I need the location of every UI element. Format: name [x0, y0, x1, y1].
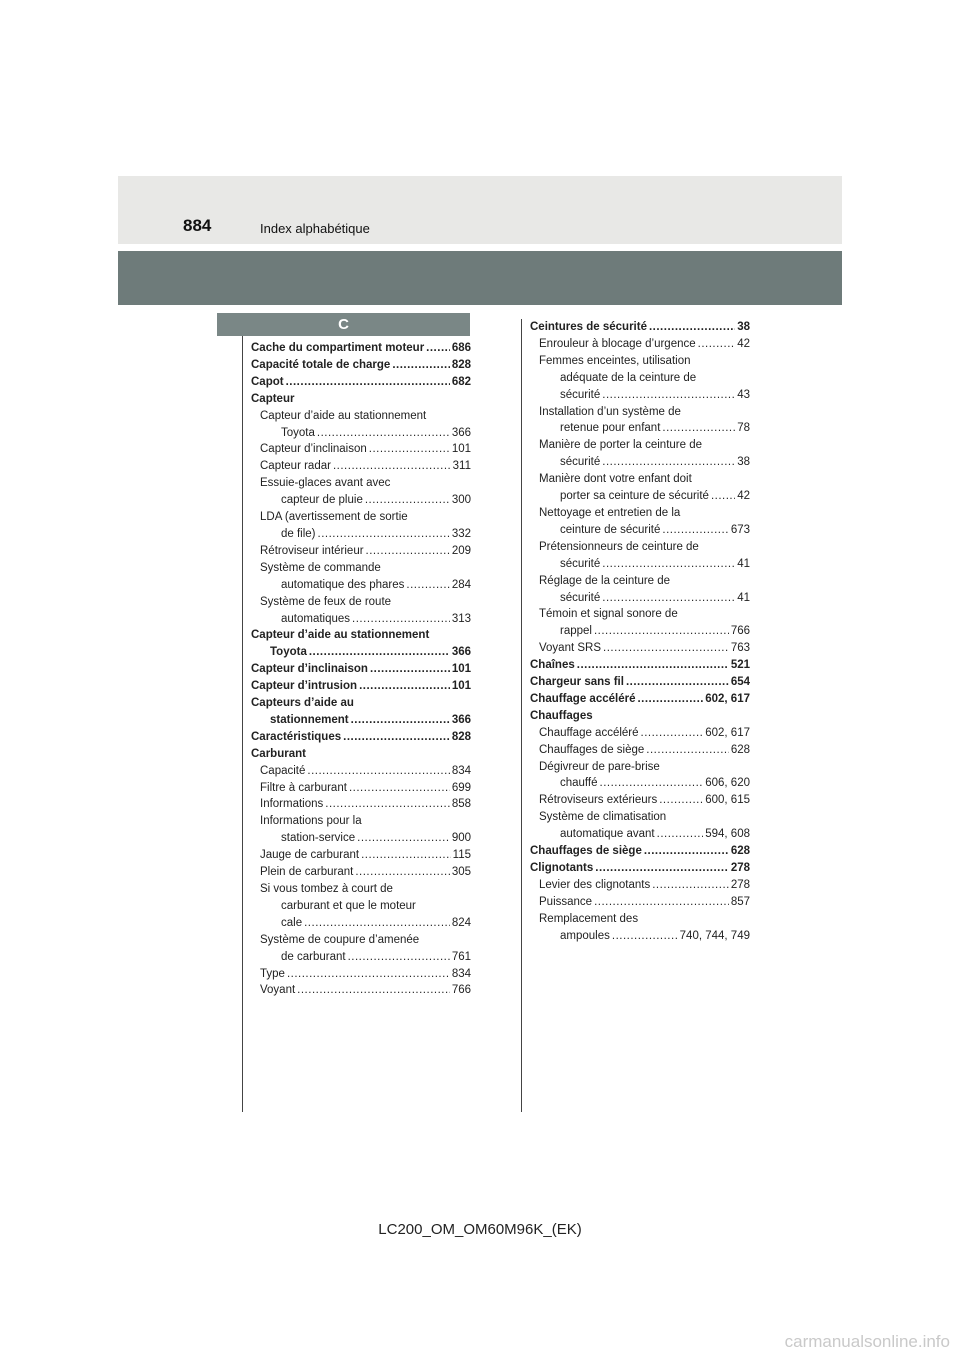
- entry-page: 824: [451, 916, 471, 929]
- index-entry: [251, 780, 471, 797]
- index-entry: [251, 340, 471, 357]
- entry-page: 606, 620: [705, 777, 750, 790]
- entry-page: 366: [451, 646, 471, 659]
- index-entry: [530, 556, 750, 573]
- index-entry: [530, 657, 750, 674]
- entry-page: 740, 744, 749: [679, 929, 750, 942]
- dot-leader: [317, 425, 450, 442]
- entry-page: 600, 615: [705, 794, 750, 807]
- entry-page: 628: [730, 845, 750, 858]
- entry-term: Chauffages de siège: [539, 743, 645, 756]
- dot-leader: [602, 454, 735, 471]
- header-band: [118, 176, 842, 244]
- dot-leader: [309, 644, 450, 661]
- entry-term: Informations: [260, 798, 324, 811]
- entry-term: stationnement: [270, 713, 349, 726]
- entry-term: Capteur d’inclinaison: [260, 443, 367, 456]
- index-entry: [530, 826, 750, 843]
- entry-page: 834: [451, 967, 471, 980]
- entry-term: Capteur radar: [260, 460, 331, 473]
- dot-leader: [325, 796, 450, 813]
- index-heading: Femmes enceintes, utilisation: [539, 354, 691, 367]
- dot-leader: [351, 712, 450, 729]
- dot-leader: [649, 319, 735, 336]
- index-heading: Manière dont votre enfant doit: [539, 473, 692, 486]
- index-entry: [251, 966, 471, 983]
- entry-page: 43: [737, 388, 750, 401]
- entry-term: retenue pour enfant: [560, 422, 661, 435]
- index-heading: Prétensionneurs de ceinture de: [539, 540, 699, 553]
- index-column-1: [251, 340, 471, 999]
- index-entry: [530, 894, 750, 911]
- entry-page: 101: [451, 663, 471, 676]
- dot-leader: [406, 577, 449, 594]
- dot-leader: [352, 611, 450, 628]
- entry-term: Capteur d’intrusion: [251, 680, 358, 693]
- entry-page: 78: [737, 422, 750, 435]
- index-entry: [251, 357, 471, 374]
- dot-leader: [426, 340, 450, 357]
- entry-page: 594, 608: [705, 828, 750, 841]
- entry-page: 115: [452, 849, 471, 862]
- dot-leader: [602, 387, 735, 404]
- entry-page: 41: [737, 557, 750, 570]
- dot-leader: [361, 847, 451, 864]
- index-entry: [530, 319, 750, 336]
- index-heading: Carburant: [251, 747, 306, 760]
- index-heading: adéquate de la ceinture de: [560, 371, 697, 384]
- index-entry: [530, 420, 750, 437]
- dot-leader: [662, 522, 728, 539]
- dot-leader: [349, 780, 450, 797]
- entry-page: 828: [451, 730, 471, 743]
- entry-term: Capacité totale de charge: [251, 358, 391, 371]
- entry-term: Capacité: [260, 764, 306, 777]
- entry-page: 673: [730, 523, 750, 536]
- entry-term: Chaînes: [530, 659, 575, 672]
- index-entry: [251, 526, 471, 543]
- entry-page: 366: [451, 713, 471, 726]
- index-entry: [251, 611, 471, 628]
- index-entry: [251, 441, 471, 458]
- entry-page: 900: [451, 832, 471, 845]
- index-entry: [530, 860, 750, 877]
- section-title: Index alphabétique: [260, 221, 370, 236]
- dot-leader: [286, 374, 450, 391]
- index-entry: [530, 522, 750, 539]
- entry-term: ceinture de sécurité: [560, 523, 661, 536]
- index-heading: Remplacement des: [539, 912, 639, 925]
- entry-page: 686: [451, 342, 471, 354]
- dot-leader: [369, 441, 450, 458]
- index-heading: LDA (avertissement de sortie: [260, 511, 408, 524]
- index-heading: Système de commande: [260, 561, 381, 574]
- index-heading: Capteur d’aide au stationnement: [260, 409, 427, 422]
- entry-page: 305: [451, 866, 471, 879]
- entry-page: 766: [451, 984, 471, 997]
- entry-page: 682: [451, 375, 471, 388]
- dot-leader: [366, 543, 450, 560]
- watermark: carmanualsonline.info: [784, 1332, 950, 1351]
- entry-term: automatique avant: [560, 828, 655, 841]
- dot-leader: [612, 928, 678, 945]
- index-heading: Informations pour la: [260, 815, 362, 828]
- entry-term: porter sa ceinture de sécurité: [560, 490, 709, 503]
- index-entry: [251, 763, 471, 780]
- index-entry: [251, 678, 471, 695]
- dot-leader: [343, 729, 450, 746]
- entry-term: Chauffage accéléré: [539, 726, 639, 739]
- entry-page: 278: [730, 862, 750, 874]
- entry-term: Chauffages de siège: [530, 845, 642, 858]
- entry-term: ampoules: [560, 929, 610, 942]
- header-dark-band: [118, 251, 842, 305]
- index-entry: [530, 877, 750, 894]
- entry-term: Enrouleur à blocage d’urgence: [539, 337, 696, 350]
- index-entry: [251, 425, 471, 442]
- dot-leader: [659, 792, 703, 809]
- entry-term: sécurité: [560, 591, 601, 604]
- entry-term: de carburant: [281, 950, 346, 963]
- index-heading: Manière de porter la ceinture de: [539, 439, 703, 452]
- entry-term: Rétroviseur intérieur: [260, 544, 364, 557]
- index-entry: [530, 725, 750, 742]
- index-entry: [251, 458, 471, 475]
- dot-leader: [370, 661, 450, 678]
- entry-page: 101: [451, 680, 471, 693]
- index-heading: Capteur: [251, 392, 295, 405]
- index-entry: [251, 374, 471, 391]
- entry-term: sécurité: [560, 388, 601, 401]
- dot-leader: [577, 657, 729, 674]
- dot-leader: [333, 458, 451, 475]
- document-code: LC200_OM_OM60M96K_(EK): [378, 1221, 582, 1238]
- dot-leader: [600, 775, 704, 792]
- index-heading: Témoin et signal sonore de: [539, 608, 678, 621]
- index-entry: [251, 492, 471, 509]
- index-heading: Système de coupure d’amenée: [260, 933, 420, 946]
- entry-term: cale: [281, 916, 303, 929]
- index-entry: [530, 488, 750, 505]
- index-entry: [251, 729, 471, 746]
- entry-term: Voyant SRS: [539, 642, 602, 655]
- entry-term: automatiques: [281, 612, 351, 625]
- entry-term: Type: [260, 967, 285, 980]
- index-entry: [530, 590, 750, 607]
- entry-term: rappel: [560, 625, 592, 638]
- entry-page: 38: [737, 321, 750, 333]
- index-entry: [251, 982, 471, 999]
- entry-page: 766: [730, 625, 750, 638]
- entry-page: 41: [737, 591, 750, 604]
- dot-leader: [297, 982, 450, 999]
- dot-leader: [637, 691, 703, 708]
- entry-term: Caractéristiques: [251, 730, 342, 743]
- dot-leader: [594, 623, 729, 640]
- dot-leader: [595, 860, 729, 877]
- entry-term: Puissance: [539, 895, 593, 908]
- index-heading: Réglage de la ceinture de: [539, 574, 671, 587]
- index-entry: [530, 843, 750, 860]
- dot-leader: [392, 357, 449, 374]
- dot-leader: [365, 492, 450, 509]
- entry-page: 857: [730, 895, 750, 908]
- dot-leader: [359, 678, 450, 695]
- entry-page: 209: [451, 544, 471, 557]
- entry-term: Rétroviseurs extérieurs: [539, 794, 658, 807]
- index-entry: [530, 336, 750, 353]
- entry-page: 654: [730, 676, 750, 689]
- index-heading: carburant et que le moteur: [281, 899, 416, 912]
- dot-leader: [602, 556, 735, 573]
- dot-leader: [662, 420, 735, 437]
- entry-page: 834: [451, 764, 471, 777]
- entry-page: 311: [452, 460, 471, 473]
- entry-term: Capot: [251, 375, 284, 388]
- index-entry: [251, 796, 471, 813]
- dot-leader: [594, 894, 729, 911]
- entry-term: Capteur d’inclinaison: [251, 663, 368, 676]
- index-entry: [530, 674, 750, 691]
- index-entry: [251, 543, 471, 560]
- index-entry: [530, 387, 750, 404]
- dot-leader: [287, 966, 450, 983]
- entry-term: Ceintures de sécurité: [530, 321, 647, 333]
- entry-page: 284: [451, 578, 471, 591]
- entry-term: Levier des clignotants: [539, 878, 651, 891]
- index-entry: [530, 623, 750, 640]
- entry-page: 313: [451, 612, 471, 625]
- entry-term: Toyota: [281, 426, 315, 439]
- entry-page: 828: [451, 358, 471, 371]
- index-entry: [530, 640, 750, 657]
- entry-term: chauffé: [560, 777, 598, 790]
- entry-term: Chargeur sans fil: [530, 676, 624, 689]
- entry-page: 521: [730, 659, 750, 672]
- entry-term: Plein de carburant: [260, 866, 354, 879]
- entry-term: Voyant: [260, 984, 296, 997]
- entry-page: 366: [451, 426, 471, 439]
- index-entry: [530, 742, 750, 759]
- index-entry: [251, 712, 471, 729]
- entry-term: capteur de pluie: [281, 494, 363, 507]
- dot-leader: [357, 830, 450, 847]
- entry-page: 42: [737, 337, 750, 350]
- dot-leader: [698, 336, 736, 353]
- entry-page: 101: [451, 443, 471, 456]
- index-heading: Installation d’un système de: [539, 405, 681, 418]
- dot-leader: [657, 826, 704, 843]
- entry-term: sécurité: [560, 456, 601, 469]
- index-heading: Système de feux de route: [260, 595, 392, 608]
- dot-leader: [644, 843, 729, 860]
- entry-term: station-service: [281, 832, 356, 845]
- index-heading: Capteurs d’aide au: [251, 697, 354, 710]
- index-heading: Chauffages: [530, 709, 593, 722]
- index-entry: [251, 949, 471, 966]
- index-entry: [251, 661, 471, 678]
- entry-page: 761: [451, 950, 471, 963]
- dot-leader: [348, 949, 450, 966]
- index-heading: Système de climatisation: [539, 811, 667, 824]
- entry-page: 858: [451, 798, 471, 811]
- dot-leader: [646, 742, 729, 759]
- dot-leader: [355, 864, 449, 881]
- index-heading: Capteur d’aide au stationnement: [251, 629, 430, 642]
- index-entry: [530, 775, 750, 792]
- dot-leader: [652, 877, 729, 894]
- entry-page: 763: [730, 642, 750, 655]
- entry-page: 42: [737, 490, 750, 503]
- index-entry: [251, 644, 471, 661]
- entry-page: 38: [737, 456, 750, 469]
- index-entry: [251, 830, 471, 847]
- index-entry: [251, 577, 471, 594]
- dot-leader: [602, 590, 735, 607]
- index-heading: Si vous tombez à court de: [260, 883, 393, 895]
- entry-term: Filtre à carburant: [260, 781, 347, 794]
- entry-term: Jauge de carburant: [260, 849, 360, 862]
- index-entry: [251, 864, 471, 881]
- index-heading: Essuie-glaces avant avec: [260, 477, 391, 490]
- index-entry: [530, 454, 750, 471]
- index-heading: Nettoyage et entretien de la: [539, 506, 681, 519]
- entry-term: Toyota: [270, 646, 307, 659]
- dot-leader: [711, 488, 735, 505]
- index-entry: [530, 691, 750, 708]
- entry-page: 278: [730, 878, 750, 891]
- column-divider-left: [242, 336, 243, 1112]
- entry-term: Clignotants: [530, 862, 594, 874]
- entry-page: 628: [730, 743, 750, 756]
- entry-page: 332: [451, 527, 471, 540]
- dot-leader: [304, 915, 450, 932]
- entry-term: Cache du compartiment moteur: [251, 342, 425, 354]
- index-column-2: [530, 319, 750, 945]
- dot-leader: [641, 725, 704, 742]
- entry-page: 699: [451, 781, 471, 794]
- index-entry: [251, 915, 471, 932]
- index-entry: [251, 847, 471, 864]
- page-number: 884: [183, 216, 212, 235]
- entry-page: 602, 617: [705, 726, 750, 739]
- entry-term: automatique des phares: [281, 578, 405, 591]
- entry-term: Chauffage accéléré: [530, 692, 636, 705]
- index-entry: [530, 928, 750, 945]
- index-entry: [530, 792, 750, 809]
- dot-leader: [626, 674, 729, 691]
- dot-leader: [307, 763, 449, 780]
- column-divider-middle: [521, 319, 522, 1112]
- dot-leader: [318, 526, 450, 543]
- index-letter-heading: C: [217, 313, 470, 336]
- entry-page: 602, 617: [705, 692, 750, 705]
- entry-term: de file): [281, 527, 316, 540]
- entry-page: 300: [451, 494, 471, 507]
- index-heading: Dégivreur de pare-brise: [539, 760, 660, 773]
- entry-term: sécurité: [560, 557, 601, 570]
- dot-leader: [603, 640, 729, 657]
